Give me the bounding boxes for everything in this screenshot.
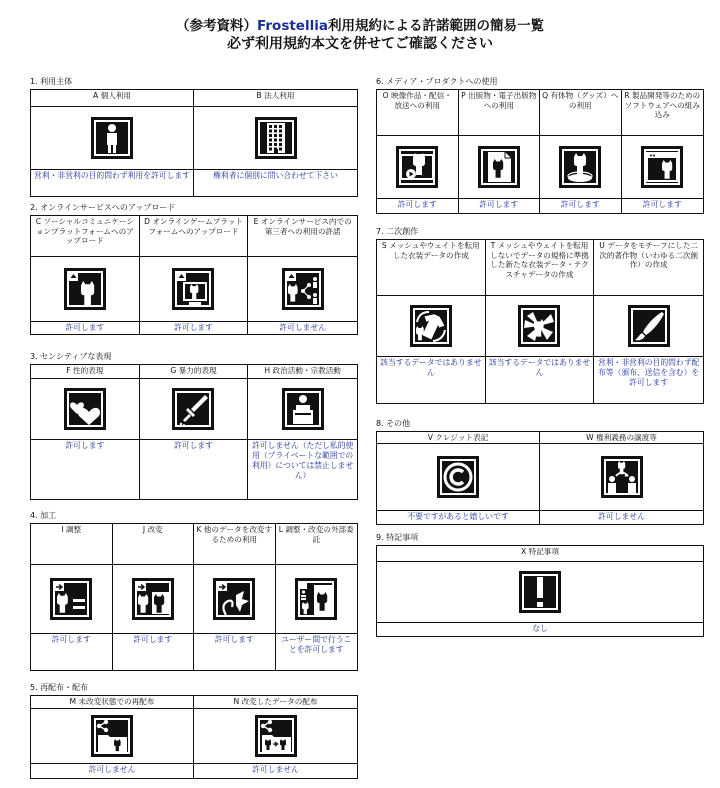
permission-cell	[31, 216, 140, 334]
icon-area	[540, 136, 621, 199]
permission-cell	[113, 524, 195, 670]
permission-label: W 権利義務の譲渡等	[540, 432, 703, 444]
new-outfit-icon	[518, 305, 560, 347]
permission-label: B 法人利用	[194, 90, 357, 107]
permission-grid	[30, 364, 358, 500]
icon-area	[31, 107, 193, 170]
rights-transfer-icon	[601, 456, 643, 498]
permission-cell	[194, 90, 357, 196]
section-title: 3. センシティブな表現	[30, 352, 112, 361]
permission-status: 許可します	[560, 200, 600, 209]
permission-grid	[376, 431, 704, 525]
permission-status: 営利・非営利の目的問わず配布等（頒布、送信を含む）を許可します	[597, 358, 700, 387]
page-subtitle: 必ず利用規約本文を併せてご確認ください	[227, 36, 493, 52]
section-2	[30, 202, 358, 335]
permission-label: L 調整・改変の外部委託	[276, 524, 358, 565]
permission-cell	[540, 432, 703, 524]
section-5	[30, 682, 358, 779]
permission-cell	[31, 90, 194, 196]
permission-status: なし	[532, 624, 548, 633]
permission-label: J 改変	[113, 524, 194, 565]
icon-area	[248, 257, 357, 322]
permission-cell	[540, 90, 622, 213]
title-suffix: 利用規約による許諾範囲の簡易一覧	[327, 18, 544, 34]
section-title: 7. 二次創作	[376, 227, 419, 236]
permission-label: P 出版物・電子出版物への利用	[459, 90, 540, 136]
icon-area	[377, 562, 703, 623]
permission-status: 許可しません	[598, 512, 645, 521]
permission-grid	[30, 695, 358, 779]
permission-cell	[377, 90, 459, 213]
permission-grid	[30, 215, 358, 335]
icon-area	[276, 565, 358, 634]
permission-cell	[248, 365, 357, 499]
section-title: 2. オンラインサービスへのアップロード	[30, 203, 176, 212]
permission-cell	[377, 546, 703, 636]
permission-grid	[376, 239, 704, 404]
permission-status: 許可します	[65, 441, 105, 450]
copyright-icon	[437, 456, 479, 498]
permission-status: 許可します	[65, 323, 105, 332]
permission-status: 許可します	[397, 200, 437, 209]
exclamation-icon	[519, 571, 561, 613]
icon-area	[194, 709, 357, 764]
permission-label: M 未改変状態での再配布	[31, 696, 193, 709]
hearts-icon	[64, 388, 106, 430]
icon-area	[459, 136, 540, 199]
permission-cell	[276, 524, 358, 670]
section-4	[30, 510, 358, 671]
icon-area	[194, 107, 357, 170]
section-title: 8. その他	[376, 419, 411, 428]
section-3	[30, 351, 358, 500]
icon-area	[31, 379, 139, 440]
permission-status: 該当するデータではありません	[380, 358, 482, 377]
icon-area	[377, 296, 485, 357]
publication-icon	[478, 146, 520, 188]
permission-status: 許可します	[51, 635, 91, 644]
icon-area	[113, 565, 194, 634]
section-1	[30, 76, 358, 197]
permission-status: 許可します	[479, 200, 519, 209]
permission-grid	[30, 89, 358, 197]
goods-figure-icon	[559, 146, 601, 188]
icon-area	[377, 136, 458, 199]
person-icon	[91, 117, 133, 159]
icon-area	[622, 136, 704, 199]
permission-cell	[622, 90, 704, 213]
permission-status: 許可します	[133, 635, 173, 644]
permission-label: O 映像作品・配信・放送への利用	[377, 90, 458, 136]
permission-cell	[194, 524, 276, 670]
section-8	[376, 418, 704, 525]
permission-label: D オンラインゲームプラットフォームへのアップロード	[140, 216, 248, 257]
permission-cell	[377, 240, 486, 403]
section-title: 5. 再配布・配布	[30, 683, 89, 692]
permission-cell	[31, 696, 194, 778]
permission-status: 許可しません	[252, 765, 299, 774]
permission-label: A 個人利用	[31, 90, 193, 107]
icon-area	[31, 709, 193, 764]
icon-area	[140, 257, 248, 322]
section-7	[376, 226, 704, 404]
software-window-icon	[641, 146, 683, 188]
permission-status: 許可します	[174, 323, 213, 332]
section-title: 6. メディア・プロダクトへの使用	[376, 77, 498, 86]
icon-area	[31, 257, 139, 322]
permission-label: T メッシュやウェイトを転用しないでデータの規格に準拠した新たな衣装データ・テクスチャデータの作成	[486, 240, 594, 296]
upload-game-platform-icon	[172, 268, 214, 310]
permission-label: N 改変したデータの配布	[194, 696, 357, 709]
section-title: 9. 特記事項	[376, 533, 419, 542]
icon-area	[140, 379, 248, 440]
video-play-icon	[396, 146, 438, 188]
brush-icon	[628, 305, 670, 347]
icon-area	[486, 296, 594, 357]
permission-label: K 他のデータを改変するための利用	[194, 524, 275, 565]
permission-status: 営利・非営利の目的問わず利用を許可します	[34, 171, 190, 180]
permission-cell	[31, 524, 113, 670]
icon-area	[31, 565, 112, 634]
icon-area	[377, 444, 539, 511]
office-building-icon	[255, 117, 297, 159]
permission-label: X 特記事項	[377, 546, 703, 562]
permission-cell	[194, 696, 357, 778]
speaker-podium-icon	[282, 388, 324, 430]
permission-cell	[248, 216, 357, 334]
permission-label: G 暴力的表現	[140, 365, 248, 379]
section-title: 4. 加工	[30, 511, 57, 520]
permission-status: ユーザー間で行うことを許可します	[281, 635, 352, 654]
redistribute-unmodified-icon	[91, 715, 133, 757]
permission-cell	[377, 432, 540, 524]
permission-label: E オンラインサービス内での第三者への利用の許諾	[248, 216, 357, 257]
upload-social-icon	[64, 268, 106, 310]
permission-grid	[376, 545, 704, 637]
permission-status: 許可しません	[88, 765, 136, 774]
permission-cell	[140, 365, 249, 499]
use-for-other-data-icon	[213, 578, 255, 620]
distribute-modified-icon	[255, 715, 297, 757]
permission-status: 許可します	[214, 635, 254, 644]
icon-area	[594, 296, 703, 357]
permission-grid	[376, 89, 704, 214]
permission-label: H 政治活動・宗教活動	[248, 365, 357, 379]
permission-status: 権利者に個別に問い合わせて下さい	[213, 171, 338, 180]
permission-label: V クレジット表記	[377, 432, 539, 444]
section-6	[376, 76, 704, 214]
page-title	[0, 14, 720, 34]
outsource-icon	[295, 578, 337, 620]
modify-icon	[132, 578, 174, 620]
permission-cell	[486, 240, 595, 403]
icon-area	[540, 444, 703, 511]
icon-area	[194, 565, 275, 634]
brand-name: Frostellia	[257, 18, 328, 34]
permission-status: 許可しません（ただし私的使用（プライベートな範囲での利用）については禁止しません）	[251, 441, 354, 480]
permission-cell	[594, 240, 703, 403]
permission-label: R 製品開発等のためのソフトウェアへの組み込み	[622, 90, 704, 136]
permission-cell	[31, 365, 140, 499]
permission-status: 不要ですがあると嬉しいです	[407, 512, 509, 521]
permission-status: 許可しません	[279, 323, 327, 332]
permission-label: S メッシュやウェイトを転用した衣装データの作成	[377, 240, 485, 296]
permission-label: U データをモチーフにした二次的著作物（いわゆる二次創作）の作成	[594, 240, 703, 296]
permission-status: 許可します	[642, 200, 682, 209]
permission-cell	[140, 216, 249, 334]
permission-label: F 性的表現	[31, 365, 139, 379]
permission-grid	[30, 523, 358, 671]
permission-status: 許可します	[174, 441, 213, 450]
section-9	[376, 532, 704, 637]
permission-label: C ソーシャルコミュニケーションプラットフォームへのアップロード	[31, 216, 139, 257]
adjust-equal-icon	[50, 578, 92, 620]
permission-label: I 調整	[31, 524, 112, 565]
outfit-recycle-icon	[410, 305, 452, 347]
section-title: 1. 利用主体	[30, 77, 73, 86]
permission-label: Q 有体物（グッズ）への利用	[540, 90, 621, 136]
icon-area	[248, 379, 357, 440]
permission-status: 該当するデータではありません	[488, 358, 591, 377]
title-prefix: （参考資料）	[176, 18, 258, 34]
share-third-party-icon	[282, 268, 324, 310]
dagger-icon	[172, 388, 214, 430]
permission-cell	[459, 90, 541, 213]
